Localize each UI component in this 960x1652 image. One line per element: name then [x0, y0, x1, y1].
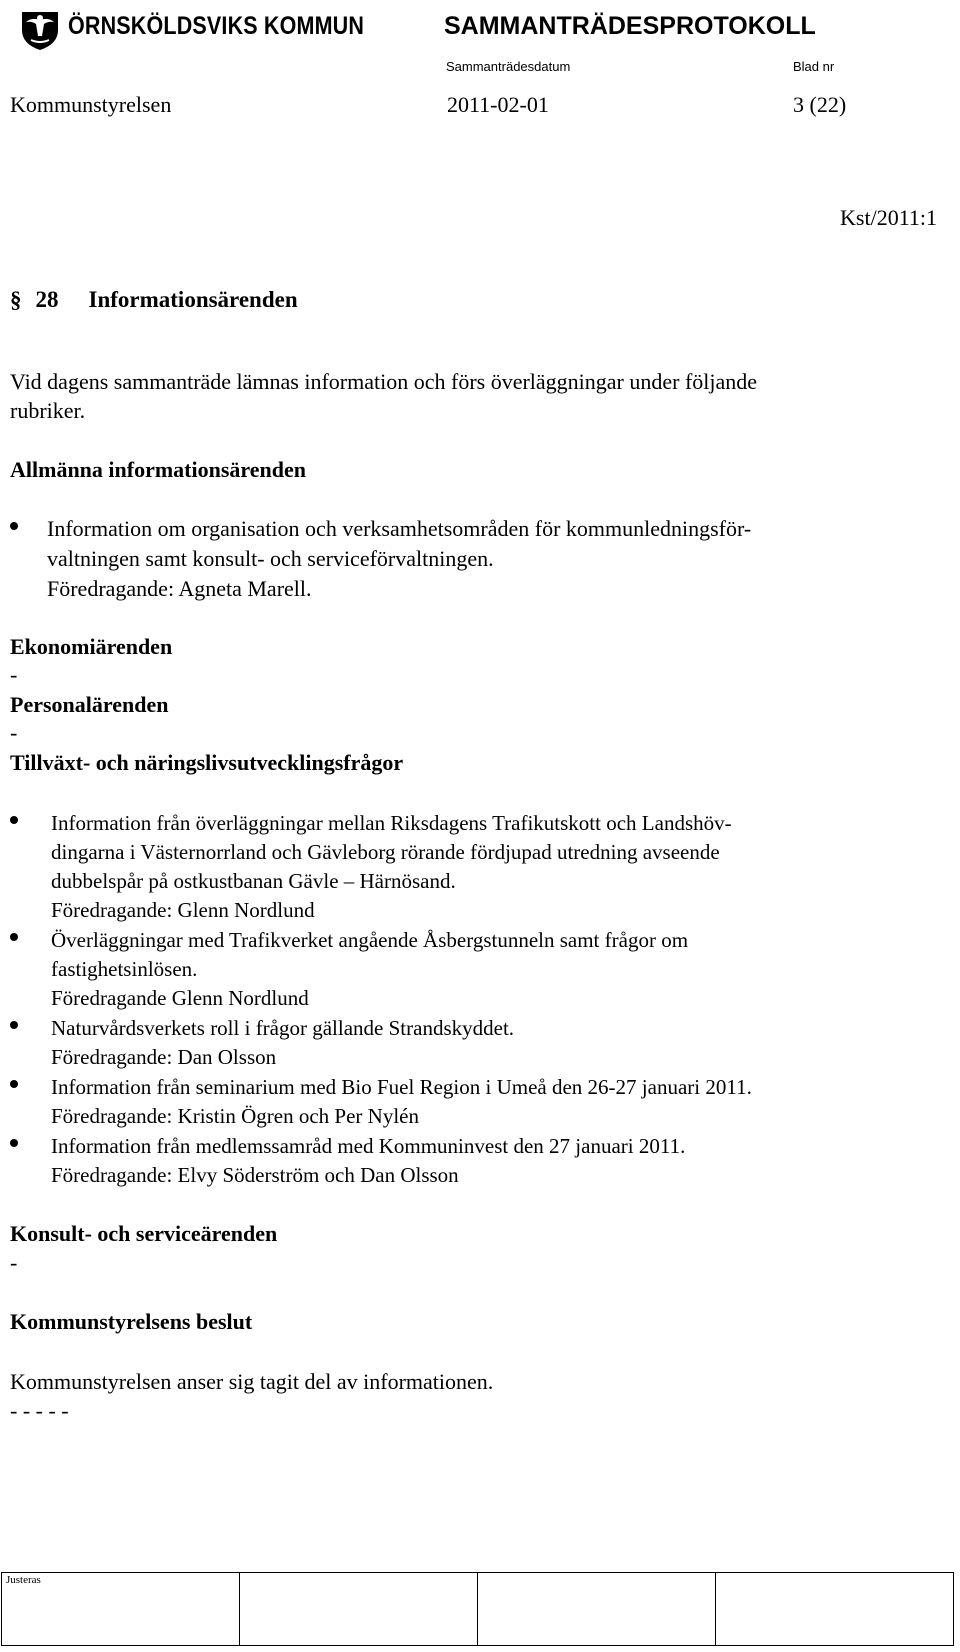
committee-name: Kommunstyrelsen — [10, 92, 172, 117]
end-marker: - - - - - — [10, 1398, 69, 1423]
justeras-label: Justeras — [6, 1574, 41, 1586]
signature-cell — [240, 1573, 478, 1646]
list-item-line: dubbelspår på ostkustbanan Gävle – Härnösand. — [51, 869, 456, 893]
municipality-logo-icon — [20, 8, 60, 52]
list-item-line: Föredragande: Kristin Ögren och Per Nylén — [51, 1104, 419, 1128]
decision-text: Kommunstyrelsen anser sig tagit del av informationen. — [10, 1369, 494, 1394]
signature-cell — [478, 1573, 716, 1646]
empty-section-dash: - — [10, 662, 18, 687]
bullet-icon — [10, 933, 18, 941]
paragraph-number: 28 — [35, 287, 59, 312]
page-number: 3 (22) — [793, 92, 847, 117]
intro-line: Vid dagens sammanträde lämnas information och förs överläggningar under följande — [10, 369, 758, 394]
paragraph-symbol: § — [10, 287, 22, 312]
empty-section-dash: - — [10, 1250, 18, 1275]
list-item-line: fastighetsinlösen. — [51, 957, 198, 981]
document-type: SAMMANTRÄDESPROTOKOLL — [444, 12, 816, 40]
list-item-line: dingarna i Västernorrland och Gävleborg rörande fördjupad utredning avseende — [51, 840, 720, 864]
page-number-label: Blad nr — [793, 59, 835, 74]
bullet-icon — [10, 522, 18, 530]
list-item-line: Överläggningar med Trafikverket angående Åsbergstunneln samt frågor om — [51, 928, 689, 952]
bullet-icon — [10, 816, 18, 824]
bullet-icon — [10, 1080, 18, 1088]
section-heading: Ekonomiärenden — [10, 634, 173, 659]
list-item-line: Föredragande: Glenn Nordlund — [51, 898, 315, 922]
list-item-line: Föredragande: Dan Olsson — [51, 1045, 277, 1069]
signature-cell — [716, 1573, 954, 1646]
bullet-icon — [10, 1021, 18, 1029]
list-item-line: valtningen samt konsult- och serviceförvaltningen. — [47, 546, 494, 571]
list-item-line: Föredragande: Elvy Söderström och Dan Olsson — [51, 1163, 459, 1187]
bullet-icon — [10, 1139, 18, 1147]
list-item-line: Föredragande Glenn Nordlund — [51, 986, 309, 1010]
org-name: ÖRNSKÖLDSVIKS KOMMUN — [68, 12, 365, 40]
meeting-date-label: Sammanträdesdatum — [446, 59, 571, 74]
empty-section-dash: - — [10, 720, 18, 745]
list-item-line: Information om organisation och verksamhetsområden för kommunledningsför- — [47, 516, 752, 541]
list-item-line: Föredragande: Agneta Marell. — [47, 576, 312, 601]
list-item-line: Naturvårdsverkets roll i frågor gällande Strandskyddet. — [51, 1016, 515, 1040]
decision-heading: Kommunstyrelsens beslut — [10, 1309, 253, 1334]
section-heading: Konsult- och serviceärenden — [10, 1221, 278, 1246]
reference-number: Kst/2011:1 — [840, 205, 937, 230]
paragraph-title: Informationsärenden — [88, 287, 298, 312]
intro-line: rubriker. — [10, 398, 86, 423]
list-item-line: Information från seminarium med Bio Fuel Region i Umeå den 26-27 januari 2011. — [51, 1075, 752, 1099]
list-item-line: Information från medlemssamråd med Kommuninvest den 27 januari 2011. — [51, 1134, 686, 1158]
signature-table — [1, 1572, 954, 1646]
list-item-line: Information från överläggningar mellan Riksdagens Trafikutskott och Landshöv- — [51, 811, 732, 835]
section-heading: Personalärenden — [10, 692, 169, 717]
meeting-date: 2011-02-01 — [447, 92, 549, 117]
section-heading: Tillväxt- och näringslivsutvecklingsfrågor — [10, 750, 404, 775]
paragraph-heading — [10, 287, 298, 313]
section-heading: Allmänna informationsärenden — [10, 457, 307, 482]
